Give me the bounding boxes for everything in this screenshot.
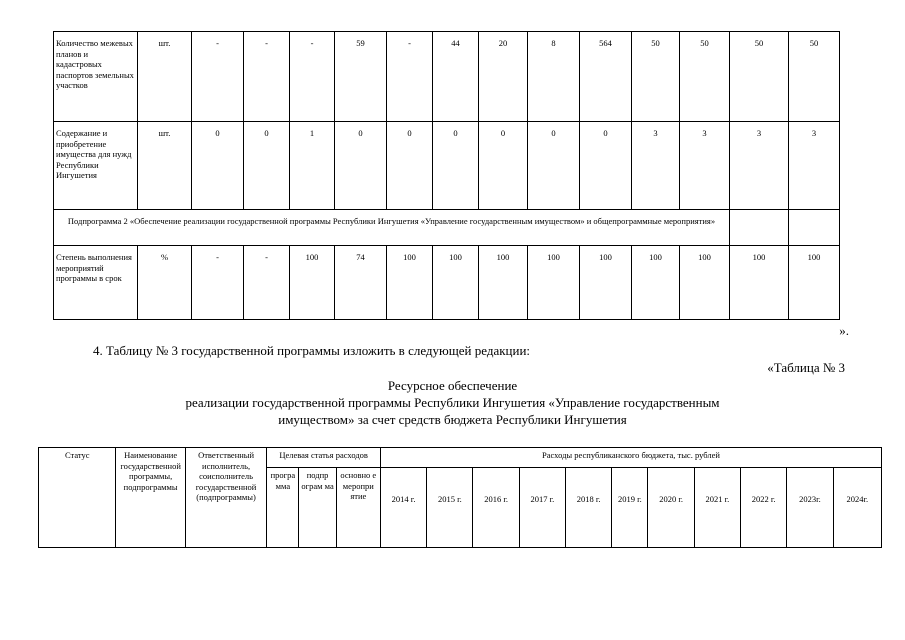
- value-cell: 0: [244, 122, 290, 210]
- indicator-name: Степень выполнения мероприятий программы в срок: [54, 246, 138, 320]
- resource-table: [38, 447, 882, 548]
- value-cell: 100: [789, 246, 840, 320]
- header-year: 2017 г.: [519, 468, 565, 548]
- indicators-table: [53, 31, 840, 320]
- header-year: 2024г.: [833, 468, 881, 548]
- table-title: [0, 377, 905, 428]
- value-cell: 100: [479, 246, 528, 320]
- value-cell: -: [192, 246, 244, 320]
- header-row: [39, 448, 882, 468]
- value-cell: 44: [433, 32, 479, 122]
- value-cell: -: [244, 246, 290, 320]
- value-cell: 50: [730, 32, 789, 122]
- value-cell: 59: [335, 32, 387, 122]
- header-responsible: Ответственный исполнитель, соисполнитель государственной (подпрограммы): [185, 448, 266, 548]
- value-cell: 0: [387, 122, 433, 210]
- value-cell: 100: [387, 246, 433, 320]
- value-cell: 0: [479, 122, 528, 210]
- value-cell: 3: [680, 122, 730, 210]
- unit-cell: шт.: [138, 122, 192, 210]
- value-cell: 100: [680, 246, 730, 320]
- header-year: 2020 г.: [648, 468, 694, 548]
- value-cell: 100: [528, 246, 580, 320]
- table-number-label: «Таблица № 3: [767, 360, 845, 375]
- value-cell: 100: [730, 246, 789, 320]
- header-subprogram: подпр ограм ма: [299, 468, 336, 548]
- empty-cell: [789, 210, 840, 246]
- value-cell: 0: [528, 122, 580, 210]
- value-cell: 3: [632, 122, 680, 210]
- header-year: 2016 г.: [473, 468, 519, 548]
- header-expenses: Расходы республиканского бюджета, тыс. рублей: [380, 448, 881, 468]
- value-cell: -: [387, 32, 433, 122]
- value-cell: 3: [730, 122, 789, 210]
- value-cell: 0: [192, 122, 244, 210]
- indicator-name: Количество межевых планов и кадастровых паспортов земельных участков: [54, 32, 138, 122]
- value-cell: 100: [290, 246, 335, 320]
- value-cell: 100: [632, 246, 680, 320]
- header-year: 2022 г.: [741, 468, 787, 548]
- value-cell: 564: [580, 32, 632, 122]
- value-cell: 20: [479, 32, 528, 122]
- value-cell: 74: [335, 246, 387, 320]
- indicator-name: Содержание и приобретение имущества для нужд Республики Ингушетия: [54, 122, 138, 210]
- closing-quote: ».: [839, 323, 849, 338]
- subprogram-row: [54, 210, 840, 246]
- title-line: имуществом» за счет средств бюджета Республики Ингушетия: [278, 412, 627, 427]
- value-cell: 0: [335, 122, 387, 210]
- subprogram-title: Подпрограмма 2 «Обеспечение реализации государственной программы Республики Ингушетия «Управление государственным имуществом» и общепрограммные мероприятия»: [54, 210, 730, 246]
- instruction-paragraph: 4. Таблицу № 3 государственной программы изложить в следующей редакции:: [93, 343, 531, 358]
- value-cell: 100: [433, 246, 479, 320]
- value-cell: -: [192, 32, 244, 122]
- value-cell: 50: [789, 32, 840, 122]
- title-line: Ресурсное обеспечение: [387, 378, 518, 393]
- title-line: реализации государственной программы Республики Ингушетия «Управление государственным: [185, 395, 720, 410]
- header-status: Статус: [39, 448, 116, 548]
- value-cell: -: [244, 32, 290, 122]
- value-cell: 0: [433, 122, 479, 210]
- header-year: 2014 г.: [380, 468, 426, 548]
- table-row: [54, 32, 840, 122]
- header-year: 2019 г.: [612, 468, 648, 548]
- unit-cell: шт.: [138, 32, 192, 122]
- table-row: [54, 122, 840, 210]
- value-cell: 8: [528, 32, 580, 122]
- value-cell: 50: [632, 32, 680, 122]
- header-year: 2018 г.: [566, 468, 612, 548]
- header-year: 2015 г.: [427, 468, 473, 548]
- value-cell: 100: [580, 246, 632, 320]
- header-year: 2021 г.: [694, 468, 740, 548]
- value-cell: 50: [680, 32, 730, 122]
- header-target-article: Целевая статья расходов: [267, 448, 381, 468]
- value-cell: 3: [789, 122, 840, 210]
- header-program-name: Наименование государственной программы, подпрограммы: [116, 448, 185, 548]
- value-cell: 1: [290, 122, 335, 210]
- header-main-event: основно е меропри ятие: [336, 468, 380, 548]
- header-year: 2023г.: [787, 468, 833, 548]
- unit-cell: %: [138, 246, 192, 320]
- empty-cell: [730, 210, 789, 246]
- value-cell: -: [290, 32, 335, 122]
- value-cell: 0: [580, 122, 632, 210]
- header-program: програ мма: [267, 468, 299, 548]
- table-row: [54, 246, 840, 320]
